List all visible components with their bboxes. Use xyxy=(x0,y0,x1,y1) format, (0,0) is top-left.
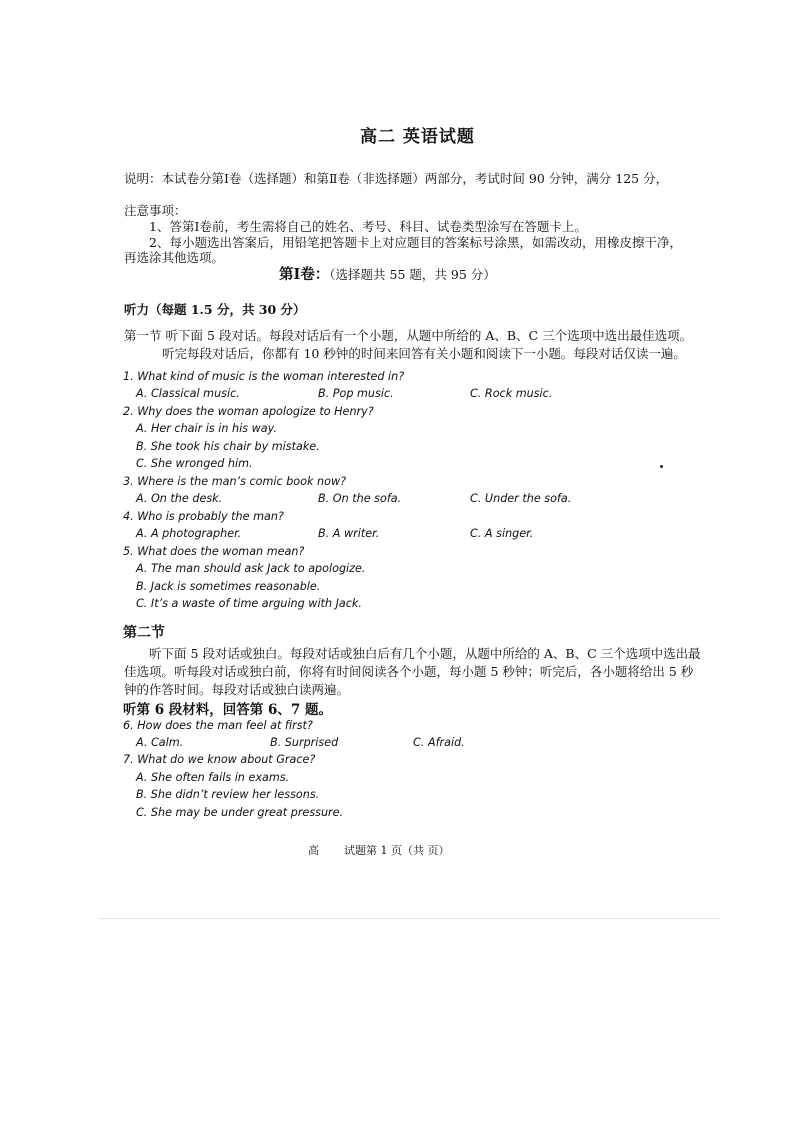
question-1: 1. What kind of music is the woman interested in? xyxy=(123,370,405,383)
question-6: 6. How does the man feel at first? xyxy=(123,719,313,732)
section1-instruction-2: 听完每段对话后，你都有 10 秒钟的时间来回答有关小题和阅读下一小题。每段对话仅读一遍。 xyxy=(162,346,686,361)
question-5-option-a: A. The man should ask Jack to apologize. xyxy=(136,562,366,575)
question-5-option-b: B. Jack is sometimes reasonable. xyxy=(136,580,321,593)
part1-heading xyxy=(279,263,496,284)
question-1-option-a: A. Classical music. xyxy=(136,387,240,400)
section2-heading: 第二节 xyxy=(123,625,165,641)
question-4-option-b: B. A writer. xyxy=(318,527,380,540)
part1-heading-main: 第Ⅰ卷： xyxy=(279,266,330,283)
listening-heading: 听力（每题 1.5 分，共 30 分） xyxy=(124,302,306,317)
question-3: 3. Where is the man’s comic book now? xyxy=(123,475,347,488)
question-7-option-a: A. She often fails in exams. xyxy=(136,771,290,784)
question-2-option-a: A. Her chair is in his way. xyxy=(136,422,277,435)
attention-item-2: 2、每小题选出答案后，用铅笔把答题卡上对应题目的答案标号涂黑，如需改动，用橡皮擦干净， xyxy=(149,235,682,250)
question-3-option-a: A. On the desk. xyxy=(136,492,223,505)
question-4-option-a: A. A photographer. xyxy=(136,527,242,540)
question-7-option-c: C. She may be under great pressure. xyxy=(136,806,344,819)
attention-item-1: 1、答第Ⅰ卷前，考生需将自己的姓名、考号、科目、试卷类型涂写在答题卡上。 xyxy=(149,219,587,234)
scan-edge-line xyxy=(98,918,720,919)
question-4-option-c: C. A singer. xyxy=(470,527,534,540)
attention-label: 注意事项： xyxy=(124,203,187,218)
exam-note: 说明：本试卷分第Ⅰ卷（选择题）和第Ⅱ卷（非选择题）两部分，考试时间 90 分钟，满分 125 分， xyxy=(124,171,669,186)
question-5: 5. What does the woman mean? xyxy=(123,545,305,558)
part1-heading-sub: （选择题共 55 题，共 95 分） xyxy=(329,267,496,282)
page-title: 高二 英语试题 xyxy=(360,127,475,147)
question-2: 2. Why does the woman apologize to Henry? xyxy=(123,405,374,418)
question-7-option-b: B. She didn’t review her lessons. xyxy=(136,788,320,801)
question-2-option-b: B. She took his chair by mistake. xyxy=(136,440,320,453)
attention-item-2-cont: 再选涂其他选项。 xyxy=(124,250,225,265)
question-6-option-b: B. Surprised xyxy=(270,736,339,749)
question-6-option-a: A. Calm. xyxy=(136,736,184,749)
question-6-option-c: C. Afraid. xyxy=(413,736,465,749)
question-3-option-b: B. On the sofa. xyxy=(318,492,402,505)
question-7: 7. What do we know about Grace? xyxy=(123,753,316,766)
footer-page-number: 试题第 1 页（共 页） xyxy=(344,844,450,857)
material-6-heading: 听第 6 段材料，回答第 6、7 题。 xyxy=(123,702,332,718)
scan-speck xyxy=(660,465,663,468)
section2-instruction-1: 听下面 5 段对话或独白。每段对话或独白后有几个小题，从题中所给的 A、B、C 三个选项中选出最 xyxy=(149,646,701,661)
question-5-option-c: C. It’s a waste of time arguing with Jack. xyxy=(136,597,362,610)
question-1-option-b: B. Pop music. xyxy=(318,387,394,400)
footer-grade: 高 xyxy=(308,844,319,857)
section2-instruction-3: 钟的作答时间。每段对话或独白读两遍。 xyxy=(124,682,350,697)
question-1-option-c: C. Rock music. xyxy=(470,387,553,400)
question-2-option-c: C. She wronged him. xyxy=(136,457,253,470)
question-3-option-c: C. Under the sofa. xyxy=(470,492,572,505)
section2-instruction-2: 佳选项。听每段对话或独白前，你将有时间阅读各个小题，每小题 5 秒钟；听完后，各小题将给出 5 秒 xyxy=(124,664,694,679)
section1-instruction-1: 第一节 听下面 5 段对话。每段对话后有一个小题，从题中所给的 A、B、C 三个选项中选出最佳选项。 xyxy=(124,328,693,343)
question-4: 4. Who is probably the man? xyxy=(123,510,284,523)
